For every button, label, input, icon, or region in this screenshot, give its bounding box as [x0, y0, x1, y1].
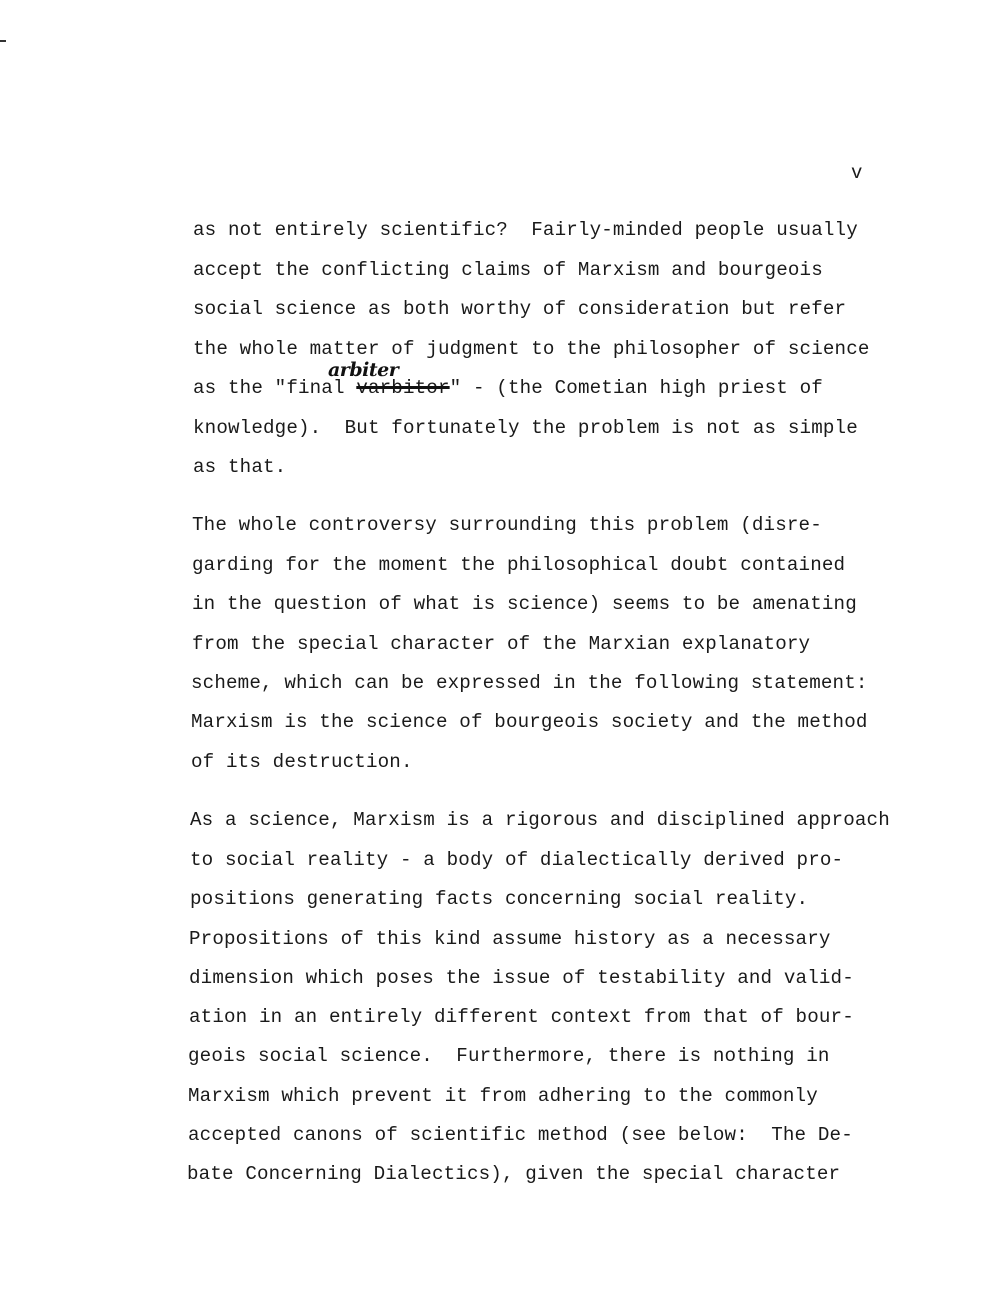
text-line: Marxism which prevent it from adhering to the commonly	[188, 1085, 818, 1107]
text-line: Marxism is the science of bourgeois society and the method	[191, 711, 868, 733]
text-line: from the special character of the Marxian explanatory	[192, 633, 811, 655]
text-segment: " - (the Cometian high priest of	[449, 377, 823, 399]
text-line: accepted canons of scientific method (see below: The De-	[188, 1124, 853, 1146]
text-line: accept the conflicting claims of Marxism and bourgeois	[193, 259, 823, 281]
page-number: v	[851, 162, 863, 184]
scan-edge-mark	[0, 40, 6, 42]
text-line: bate Concerning Dialectics), given the special character	[187, 1163, 841, 1185]
text-line: Propositions of this kind assume history as a necessary	[189, 928, 831, 950]
text-line: geois social science. Furthermore, there is nothing in	[188, 1045, 830, 1067]
text-line: garding for the moment the philosophical doubt contained	[192, 554, 846, 576]
text-line: ation in an entirely different context from that of bour-	[189, 1006, 854, 1028]
text-line: to social reality - a body of dialectically derived pro-	[190, 849, 844, 871]
text-line: of its destruction.	[191, 751, 413, 773]
text-segment: as the "final	[193, 377, 357, 399]
struck-word: varbitor	[356, 377, 450, 399]
text-line: scheme, which can be expressed in the following statement:	[191, 672, 868, 694]
text-line: dimension which poses the issue of testability and valid-	[189, 967, 854, 989]
text-line: social science as both worthy of consideration but refer	[193, 298, 847, 320]
text-line: As a science, Marxism is a rigorous and disciplined approach	[190, 809, 890, 831]
text-line: in the question of what is science) seems to be amenating	[192, 593, 857, 615]
text-line: The whole controversy surrounding this problem (disre-	[192, 514, 822, 536]
text-line: positions generating facts concerning social reality.	[190, 888, 809, 910]
text-line: knowledge). But fortunately the problem is not as simple	[193, 417, 858, 439]
text-line: as not entirely scientific? Fairly-minded people usually	[193, 219, 858, 241]
text-line: the whole matter of judgment to the philosopher of science	[193, 338, 870, 360]
text-line: as that.	[193, 456, 287, 478]
text-line	[193, 376, 823, 400]
handwritten-correction: arbiter	[328, 359, 399, 381]
